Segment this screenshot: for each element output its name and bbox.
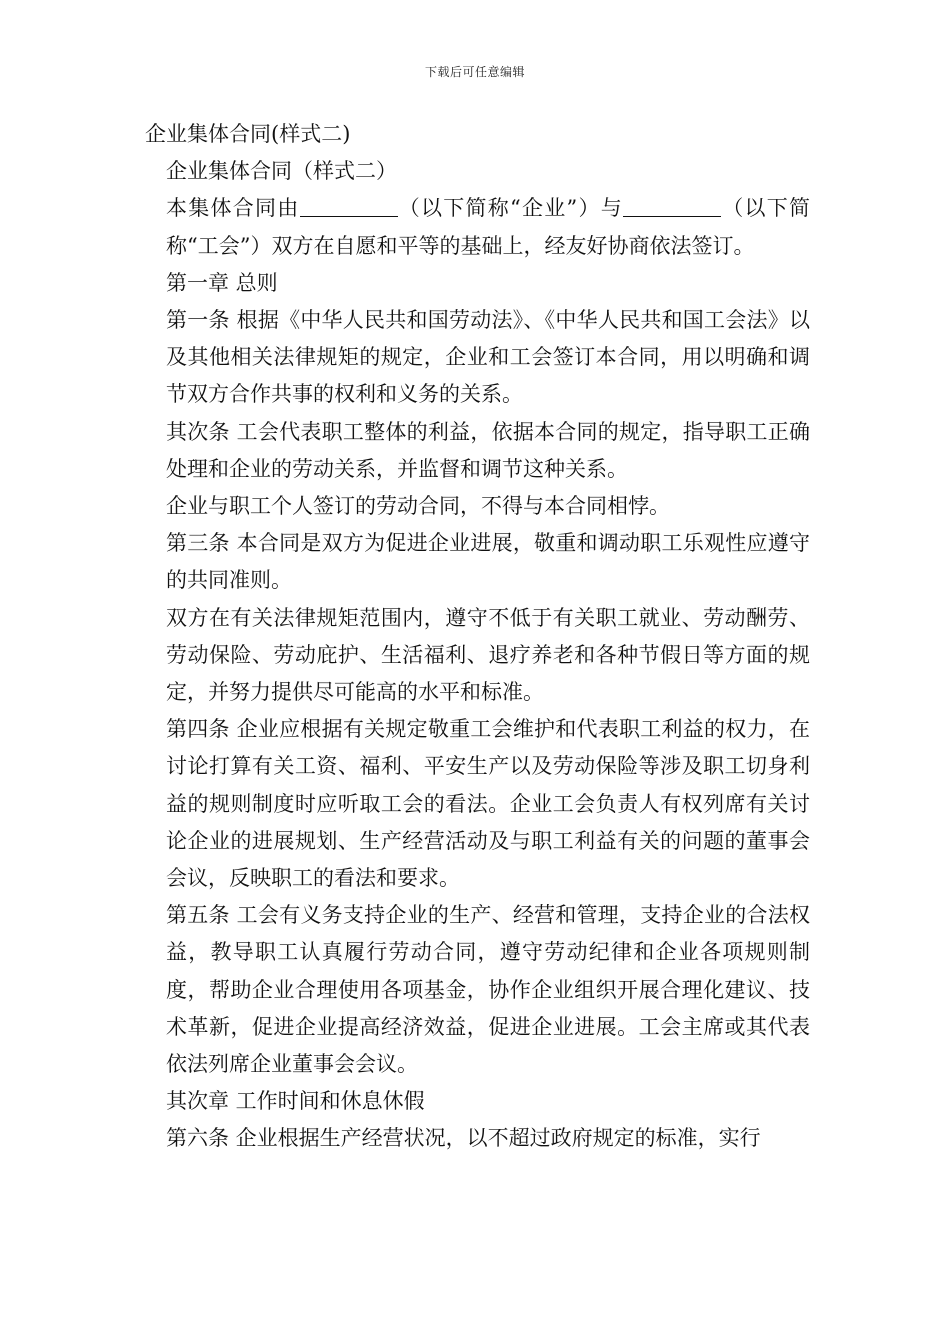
enterprise-name-blank (300, 196, 398, 217)
intro-text-1: 本集体合同由 (166, 196, 300, 221)
intro-paragraph (145, 190, 810, 264)
header-note: 下载后可任意编辑 (424, 65, 525, 79)
chapter-heading-1: 第一章 总则 (166, 270, 278, 295)
article-6: 第六条 企业根据生产经营状况，以不超过政府规定的标准，实行 (166, 1126, 761, 1151)
article-4: 第四条 企业应根据有关规定敬重工会维护和代表职工利益的权力，在讨论打算有关工资、福利、平安生产以及劳动保险等涉及职工切身利益的规则制度时应听取工会的看法。企业工会负责人有权列席有关讨论企业的进展规划、生产经营活动及与职工利益有关的问题的董事会会议，反映职工的看法和要求。 (166, 717, 810, 891)
article-5: 第五条 工会有义务支持企业的生产、经营和管理，支持企业的合法权益，教导职工认真履行劳动合同，遵守劳动纪律和企业各项规则制度，帮助企业合理使用各项基金，协作企业组织开展合理化建议、技术革新，促进企业提高经济效益，促进企业进展。工会主席或其代表依法列席企业董事会会议。 (166, 903, 810, 1077)
article-1: 第一条 根据《中华人民共和国劳动法》、《中华人民共和国工会法》以及其他相关法律规矩的规定，企业和工会签订本合同，用以明确和调节双方合作共事的权利和义务的关系。 (166, 308, 810, 407)
article-3: 第三条 本合同是双方为促进企业进展，敬重和调动职工乐观性应遵守的共同准则。 (166, 531, 810, 593)
article-3-continued: 双方在有关法律规矩范围内，遵守不低于有关职工就业、劳动酬劳、劳动保险、劳动庇护、生活福利、退疗养老和各种节假日等方面的规定，并努力提供尽可能高的水平和标准。 (166, 605, 810, 705)
article-2-note: 企业与职工个人签订的劳动合同，不得与本合同相悖。 (166, 494, 670, 519)
intro-text-3: （以下简称“工会”）双方在自愿和平等的基础上，经友好协商依法签订。 (166, 196, 811, 258)
document-title: 企业集体合同(样式二) (145, 122, 351, 146)
article-2: 其次条 工会代表职工整体的利益，依据本合同的规定，指导职工正确处理和企业的劳动关系，并监督和调节这种关系。 (166, 419, 810, 481)
document-subtitle: 企业集体合同（样式二） (166, 159, 397, 184)
document-body (145, 116, 810, 1158)
union-name-blank (623, 196, 721, 217)
chapter-heading-2: 其次章 工作时间和休息休假 (166, 1089, 425, 1114)
intro-text-2: （以下简称“企业”）与 (397, 196, 623, 221)
